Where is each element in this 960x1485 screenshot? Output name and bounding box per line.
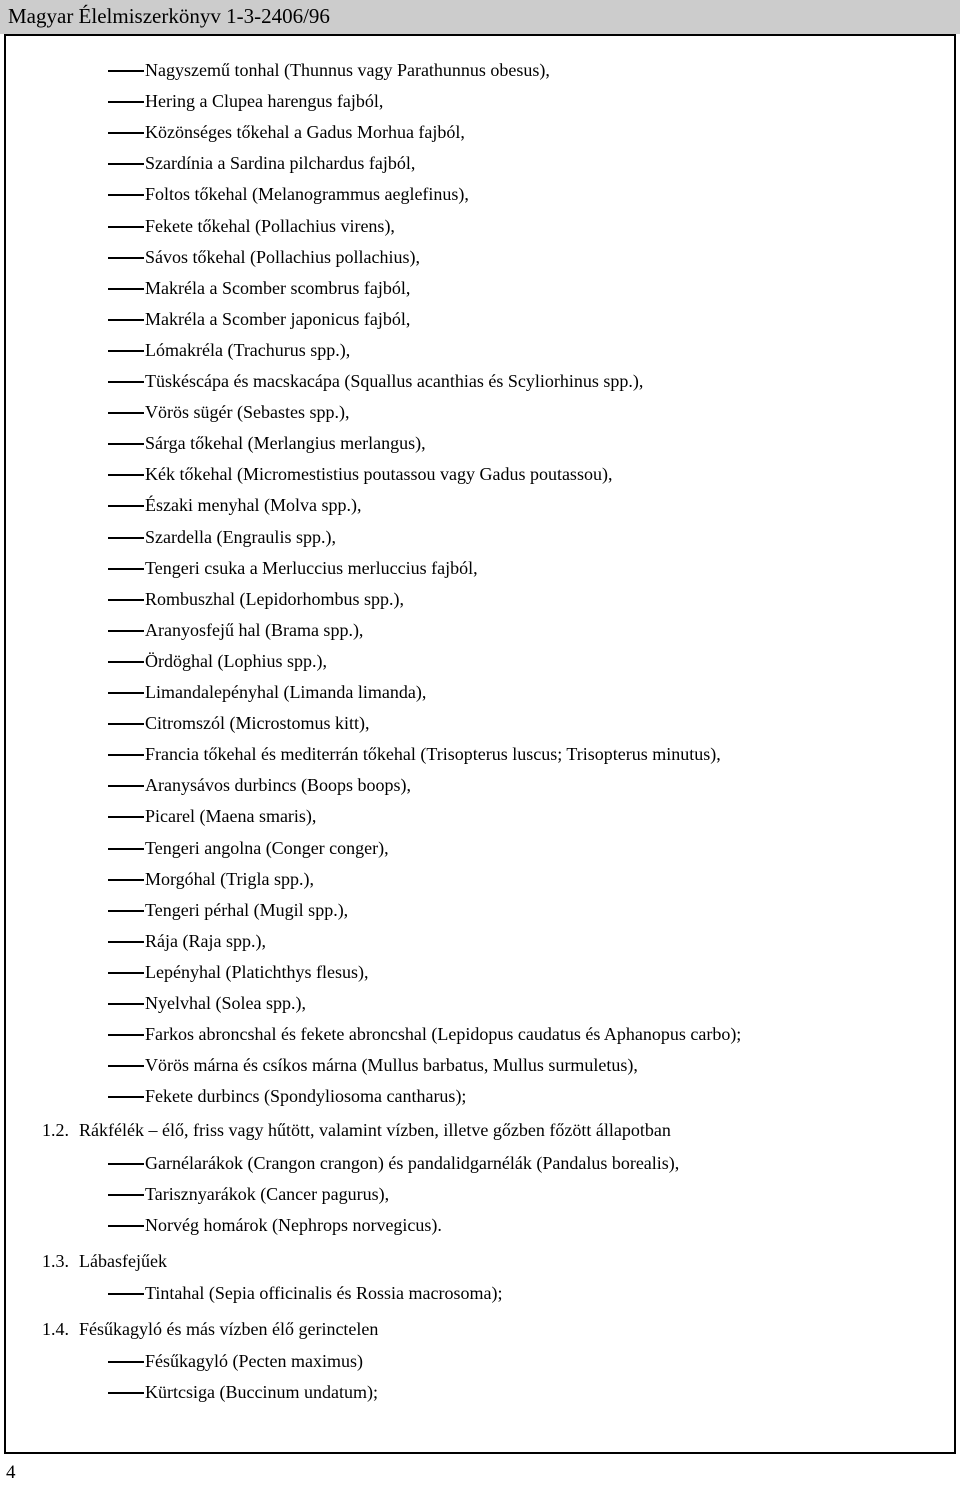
list-dash bbox=[108, 412, 144, 414]
list-item: Fésűkagyló (Pecten maximus) bbox=[145, 1351, 363, 1372]
list-item: Fekete durbincs (Spondyliosoma cantharus); bbox=[145, 1086, 467, 1107]
list-dash bbox=[108, 1392, 144, 1394]
list-dash bbox=[108, 1361, 144, 1363]
list-item: Északi menyhal (Molva spp.), bbox=[145, 495, 362, 516]
list-item: Nagyszemű tonhal (Thunnus vagy Parathunnus obesus), bbox=[145, 60, 550, 80]
list-dash bbox=[108, 692, 144, 694]
list-item: Makréla a Scomber scombrus fajból, bbox=[145, 277, 411, 298]
list-item: Kék tőkehal (Micromestistius poutassou vagy Gadus poutassou), bbox=[145, 464, 613, 485]
list-dash bbox=[108, 474, 144, 476]
list-item: Tengeri pérhal (Mugil spp.), bbox=[145, 899, 349, 920]
list-dash bbox=[108, 1194, 144, 1196]
list-dash bbox=[108, 350, 144, 352]
list-item: Kürtcsiga (Buccinum undatum); bbox=[145, 1382, 378, 1403]
list-item: Aranysávos durbincs (Boops boops), bbox=[145, 775, 411, 796]
list-dash bbox=[108, 132, 144, 134]
list-dash bbox=[108, 723, 144, 725]
list-dash bbox=[108, 70, 144, 72]
list-dash bbox=[108, 630, 144, 632]
list-dash bbox=[108, 785, 144, 787]
list-dash bbox=[108, 568, 144, 570]
list-item: Szardínia a Sardina pilchardus fajból, bbox=[145, 153, 416, 174]
list-item: Fekete tőkehal (Pollachius virens), bbox=[145, 215, 395, 236]
list-dash bbox=[108, 1163, 144, 1165]
document-title: Magyar Élelmiszerkönyv 1-3-2406/96 bbox=[8, 4, 330, 28]
list-dash bbox=[108, 505, 144, 507]
list-item: Morgóhal (Trigla spp.), bbox=[145, 868, 315, 889]
list-item: Nyelvhal (Solea spp.), bbox=[145, 993, 306, 1013]
list-dash bbox=[108, 381, 144, 383]
list-dash bbox=[108, 257, 144, 259]
section-number: 1.3. bbox=[42, 1250, 69, 1271]
list-dash bbox=[108, 941, 144, 943]
list-dash bbox=[108, 537, 144, 539]
list-dash bbox=[108, 194, 144, 196]
list-dash bbox=[108, 226, 144, 228]
list-dash bbox=[108, 319, 144, 321]
list-item: Makréla a Scomber japonicus fajból, bbox=[145, 308, 411, 329]
list-item: Tüskéscápa és macskacápa (Squallus acanthias és Scyliorhinus spp.), bbox=[145, 371, 644, 391]
list-dash bbox=[108, 661, 144, 663]
page-header bbox=[0, 0, 960, 34]
list-item: Tengeri angolna (Conger conger), bbox=[145, 837, 389, 858]
list-dash bbox=[108, 910, 144, 912]
list-item: Francia tőkehal és mediterrán tőkehal (Trisopterus luscus; Trisopterus minutus), bbox=[145, 744, 721, 765]
list-item: Sárga tőkehal (Merlangius merlangus), bbox=[145, 433, 426, 454]
section-heading: Rákfélék – élő, friss vagy hűtött, valamint vízben, illetve gőzben főzött állapotban bbox=[79, 1120, 671, 1141]
list-item: Tintahal (Sepia officinalis és Rossia macrosoma); bbox=[145, 1282, 503, 1303]
list-dash bbox=[108, 816, 144, 818]
section-heading: Lábasfejűek bbox=[79, 1250, 167, 1271]
list-dash bbox=[108, 848, 144, 850]
list-dash bbox=[108, 599, 144, 601]
list-dash bbox=[108, 1003, 144, 1005]
list-item: Lepényhal (Platichthys flesus), bbox=[145, 961, 369, 982]
list-dash bbox=[108, 443, 144, 445]
list-item: Közönséges tőkehal a Gadus Morhua fajból, bbox=[145, 122, 465, 143]
section-number: 1.4. bbox=[42, 1319, 69, 1339]
list-item: Tengeri csuka a Merluccius merluccius fajból, bbox=[145, 557, 478, 578]
list-dash bbox=[108, 1065, 144, 1067]
list-dash bbox=[108, 1225, 144, 1227]
list-dash bbox=[108, 163, 144, 165]
section-heading: Fésűkagyló és más vízben élő gerinctelen bbox=[79, 1319, 379, 1339]
list-dash bbox=[108, 1096, 144, 1098]
list-item: Vörös márna és csíkos márna (Mullus barbatus, Mullus surmuletus), bbox=[145, 1055, 638, 1076]
list-item: Foltos tőkehal (Melanogrammus aeglefinus), bbox=[145, 184, 469, 205]
list-item: Tarisznyarákok (Cancer pagurus), bbox=[145, 1183, 390, 1204]
list-item: Garnélarákok (Crangon crangon) és pandalidgarnélák (Pandalus borealis), bbox=[145, 1152, 680, 1173]
list-item: Vörös sügér (Sebastes spp.), bbox=[145, 402, 350, 423]
list-dash bbox=[108, 101, 144, 103]
list-dash bbox=[108, 1034, 144, 1036]
page-number: 4 bbox=[6, 1462, 16, 1483]
list-dash bbox=[108, 1293, 144, 1295]
list-item: Szardella (Engraulis spp.), bbox=[145, 526, 336, 547]
list-dash bbox=[108, 754, 144, 756]
list-item: Limandalepényhal (Limanda limanda), bbox=[145, 682, 427, 702]
list-dash bbox=[108, 879, 144, 881]
list-item: Picarel (Maena smaris), bbox=[145, 806, 317, 827]
list-item: Hering a Clupea harengus fajból, bbox=[145, 91, 384, 112]
list-item: Rombuszhal (Lepidorhombus spp.), bbox=[145, 588, 404, 609]
list-item: Aranyosfejű hal (Brama spp.), bbox=[145, 619, 364, 640]
list-dash bbox=[108, 972, 144, 974]
list-item: Norvég homárok (Nephrops norvegicus). bbox=[145, 1214, 442, 1235]
list-item: Ördöghal (Lophius spp.), bbox=[145, 650, 327, 671]
list-item: Farkos abroncshal és fekete abroncshal (Lepidopus caudatus és Aphanopus carbo); bbox=[145, 1024, 742, 1045]
list-item: Rája (Raja spp.), bbox=[145, 930, 266, 951]
list-item: Lómakréla (Trachurus spp.), bbox=[145, 339, 351, 360]
list-item: Sávos tőkehal (Pollachius pollachius), bbox=[145, 246, 420, 267]
list-item: Citromszól (Microstomus kitt), bbox=[145, 713, 370, 734]
list-dash bbox=[108, 288, 144, 290]
section-number: 1.2. bbox=[42, 1120, 69, 1141]
